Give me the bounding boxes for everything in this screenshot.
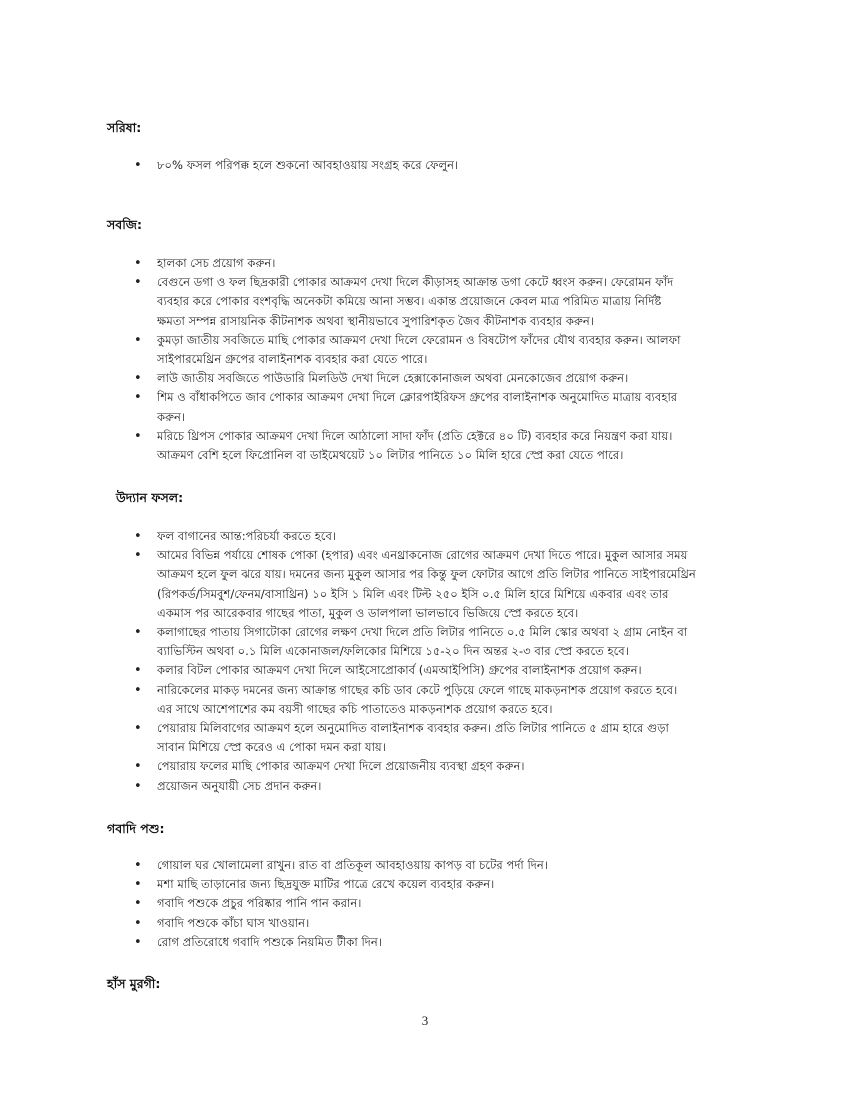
page-number: 3 bbox=[421, 1013, 429, 1028]
list-item-line: • কলার বিটল পোকার আক্রমণ দেখা দিলে আইসোপ্রোকার্ব (এমআইপিসি) গ্রুপের বালাইনাশক প্রয়োগ করুন। bbox=[157, 663, 642, 678]
list-item-line: • নারিকেলের মাকড় দমনের জন্য আক্রান্ত গাছের কচি ডাব কেটে পুড়িয়ে ফেলে গাছে মাকড়নাশক প্রয়োগ করতে হবে। bbox=[157, 682, 678, 697]
list-item-line: • পেয়ারায় মিলিবাগের আক্রমণ হলে অনুমোদিত বালাইনাশক ব্যবহার করুন। প্রতি লিটার পানিতে ৫ গ্রাম হারে গুড়া bbox=[157, 721, 669, 736]
list-item bbox=[157, 388, 680, 426]
list-item-line: করুন। bbox=[157, 409, 186, 424]
list-item bbox=[157, 914, 548, 933]
list-item-line: • প্রয়োজন অনুযায়ী সেচ প্রদান করুন। bbox=[157, 778, 322, 793]
list-item bbox=[157, 681, 696, 719]
section-heading-vegetables: সবজি: bbox=[107, 217, 142, 232]
list-item bbox=[157, 427, 680, 465]
list-item bbox=[157, 661, 696, 680]
list-item-line: • কুমড়া জাতীয় সবজিতে মাছি পোকার আক্রমণ দেখা দিলে ফেরোমন ও বিষটোপ ফাঁদের যৌথ ব্যবহার করুন। আলফা bbox=[157, 332, 681, 347]
list-item-line: সাইপারমেথ্রিন গ্রুপের বালাইনাশক ব্যবহার করা যেতে পারে। bbox=[157, 352, 428, 367]
list-item-line: এর সাথে আশেপাশের কম বয়সী গাছের কচি পাতাতেও মাকড়নাশক প্রয়োগ করতে হবে। bbox=[157, 701, 553, 716]
list-item-line: • পেয়ারায় ফলের মাছি পোকার আক্রমণ দেখা দিলে প্রয়োজনীয় ব্যবস্থা গ্রহণ করুন। bbox=[157, 759, 525, 774]
list-item-line: • ৮০% ফসল পরিপক্ক হলে শুকনো আবহাওয়ায় সংগ্রহ করে ফেলুন। bbox=[157, 158, 459, 172]
list-item bbox=[157, 933, 548, 952]
list-item bbox=[157, 757, 696, 776]
list-item-line: • ফল বাগানের আন্ত:পরিচর্যা করতে হবে। bbox=[157, 529, 337, 543]
list-item bbox=[157, 527, 696, 546]
list-item-line: ক্ষমতা সম্পন্ন রাসায়নিক কীটনাশক অথবা স্থানীয়ভাবে সুপারিশকৃত জৈব কীটনাশক ব্যবহার করুন। bbox=[157, 313, 594, 328]
list-item-line: • গবাদি পশুকে কাঁচা ঘাস খাওয়ান। bbox=[157, 915, 310, 930]
list-item-line: • লাউ জাতীয় সবজিতে পাউডারি মিলডিউ দেখা দিলে হেক্সাকোনাজল অথবা মেনকোজেব প্রয়োগ করুন। bbox=[157, 371, 629, 386]
list-item-line: • গবাদি পশুকে প্রচুর পরিষ্কার পানি পান করান। bbox=[157, 896, 362, 911]
bullet-list-horticulture bbox=[157, 527, 696, 796]
list-item-line: • বেগুনে ডগা ও ফল ছিদ্রকারী পোকার আক্রমণ দেখা দিলে কীড়াসহ আক্রান্ত ডগা কেটে ধ্বংস করুন। ফেরোমন ফাঁদ bbox=[157, 275, 674, 290]
list-item bbox=[157, 875, 548, 894]
list-item-line: • শিম ও বাঁধাকপিতে জাব পোকার আক্রমণ দেখা দিলে ক্লোরপাইরিফস গ্রুপের বালাইনাশক অনুমোদিত মাত্রায় ব্যবহার bbox=[157, 390, 678, 405]
list-item-line: • কলাগাছের পাতায় সিগাটোকা রোগের লক্ষণ দেখা দিলে প্রতি লিটার পানিতে ০.৫ মিলি স্কোর অথবা ২ গ্রাম নোইন বা bbox=[157, 625, 688, 640]
list-item bbox=[157, 719, 696, 757]
list-item-line: • আমের বিভিন্ন পর্যায়ে শোষক পোকা (হপার) এবং এনথ্রাকনোজ রোগের আক্রমণ দেখা দিতে পারে। মুকুল আসার সময় bbox=[157, 548, 688, 563]
list-item-line: • রোগ প্রতিরোধে গবাদি পশুকে নিয়মিত টীকা দিন। bbox=[157, 934, 382, 949]
list-item bbox=[157, 331, 680, 369]
section-heading-livestock: গবাদি পশু: bbox=[107, 821, 165, 836]
list-item-line: ব্যবহার করে পোকার বংশবৃদ্ধি অনেকটা কমিয়ে আনা সম্ভব। একান্ত প্রয়োজনে কেবল মাত্র পরিমিত মাত্রায় নির্দিষ্ট bbox=[157, 294, 662, 309]
list-item-line: • হালকা সেচ প্রয়োগ করুন। bbox=[157, 256, 276, 270]
list-item bbox=[157, 894, 548, 913]
list-item bbox=[157, 369, 680, 388]
list-item-line: • মরিচে থ্রিপস পোকার আক্রমণ দেখা দিলে আঠালো সাদা ফাঁদ (প্রতি হেক্টরে ৪০ টি) ব্যবহার করে নিয়ন্ত্রণ করা যায়। bbox=[157, 428, 673, 443]
bullet-list-mustard bbox=[157, 156, 458, 175]
list-item bbox=[157, 777, 696, 796]
list-item-line: আক্রমণ বেশি হলে ফিপ্রোনিল বা ডাইমেথয়েট ১০ লিটার পানিতে ১০ মিলি হারে স্প্রে করা যেতে পারে। bbox=[157, 448, 624, 463]
list-item bbox=[157, 254, 680, 273]
list-item-line: ব্যাভিস্টিন অথবা ০.১ মিলি একোনাজল/ফলিকোর মিশিয়ে ১৫-২০ দিন অন্তর ২-৩ বার স্প্রে করতে হবে। bbox=[157, 644, 629, 659]
section-heading-poultry: হাঁস মুরগী: bbox=[107, 976, 161, 991]
list-item bbox=[157, 856, 548, 875]
list-item-line: একমাস পর আরেকবার গাছের পাতা, মুকুল ও ডালপালা ভালভাবে ভিজিয়ে স্প্রে করতে হবে। bbox=[157, 605, 579, 620]
list-item bbox=[157, 273, 680, 331]
bullet-list-vegetables bbox=[157, 254, 680, 465]
list-item bbox=[157, 546, 696, 623]
list-item bbox=[157, 156, 458, 175]
list-item-line: • গোয়াল ঘর খোলামেলা রাখুন। রাত বা প্রতিকূল আবহাওয়ায় কাপড় বা চটের পর্দা দিন। bbox=[157, 858, 548, 872]
list-item bbox=[157, 623, 696, 661]
section-heading-mustard: সরিষা: bbox=[107, 120, 142, 135]
bullet-list-livestock bbox=[157, 856, 548, 952]
section-heading-horticulture: উদ্যান ফসল: bbox=[116, 490, 184, 505]
list-item-line: আক্রমণ হলে ফুল ঝরে যায়। দমনের জন্য মুকুল আসার পর কিন্তু ফুল ফোটার আগে প্রতি লিটার পানিতে সাইপারমেথ্রিন bbox=[157, 567, 696, 582]
list-item-line: (রিপকর্ড/সিমবুশ/ফেনম/বাসাথ্রিন) ১০ ইসি ১ মিলি এবং টিল্ট ২৫০ ইসি ০.৫ মিলি হারে মিশিয়ে একবার এবং তার bbox=[157, 586, 669, 601]
list-item-line: • মশা মাছি তাড়ানোর জন্য ছিদ্রযুক্ত মাটির পাত্রে রেখে কয়েল ব্যবহার করুন। bbox=[157, 877, 495, 892]
list-item-line: সাবান মিশিয়ে স্প্রে করেও এ পোকা দমন করা যায়। bbox=[157, 740, 386, 755]
